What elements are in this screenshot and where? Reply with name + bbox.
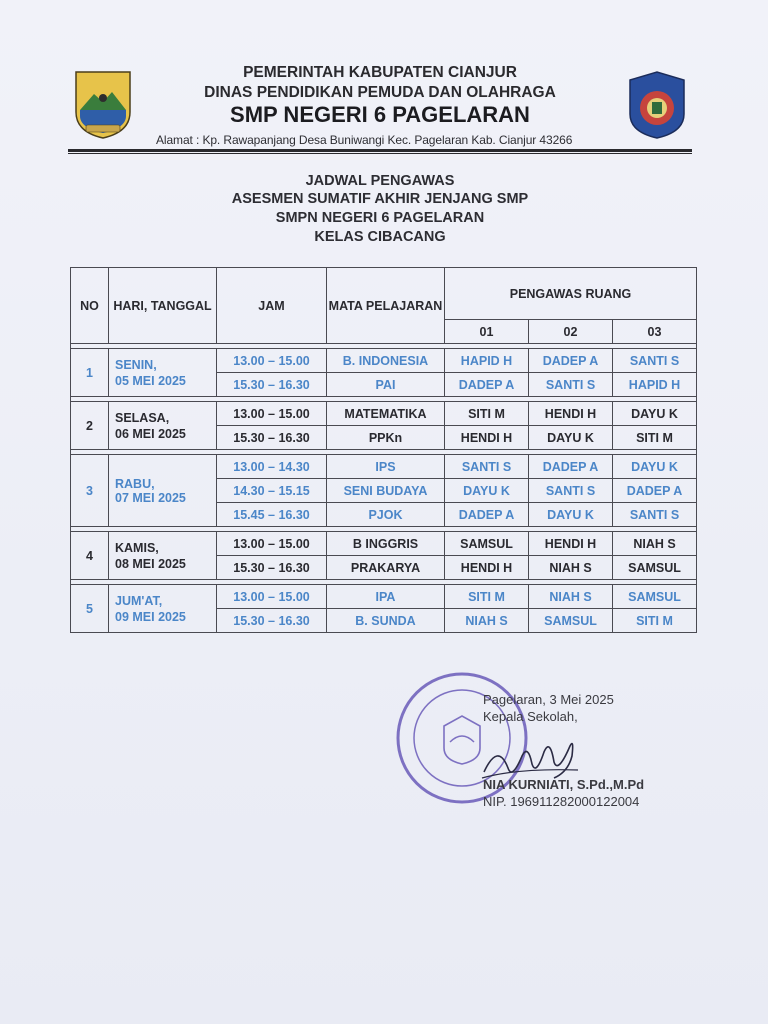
row-no: 1 [71, 349, 109, 397]
row-jam: 15.30 – 16.30 [217, 373, 327, 397]
row-mapel: PRAKARYA [327, 556, 445, 580]
row-day: JUM'AT, [115, 593, 163, 608]
row-date: 08 MEI 2025 [115, 556, 186, 571]
row-pengawas-2: DADEP A [529, 455, 613, 479]
row-mapel: IPS [327, 455, 445, 479]
col-header-mapel: MATA PELAJARAN [327, 268, 445, 344]
row-pengawas-3: DADEP A [613, 479, 697, 503]
row-day-date [109, 349, 217, 397]
row-day-date [109, 455, 217, 527]
row-pengawas-2: NIAH S [529, 556, 613, 580]
kabupaten-cianjur-logo [74, 70, 132, 140]
row-mapel: PAI [327, 373, 445, 397]
row-pengawas-1: HENDI H [445, 556, 529, 580]
row-mapel: SENI BUDAYA [327, 479, 445, 503]
row-pengawas-3: DAYU K [613, 402, 697, 426]
row-jam: 13.00 – 15.00 [217, 532, 327, 556]
row-mapel: MATEMATIKA [327, 402, 445, 426]
row-pengawas-1: NIAH S [445, 609, 529, 633]
row-no: 4 [71, 532, 109, 580]
row-day-date [109, 402, 217, 450]
row-pengawas-1: DADEP A [445, 503, 529, 527]
doc-title-3: SMPN NEGERI 6 PAGELARAN [275, 210, 485, 226]
row-day: SENIN, [115, 357, 157, 372]
sign-nip: NIP. 196911282000122004 [483, 794, 640, 809]
row-pengawas-1: DADEP A [445, 373, 529, 397]
row-no: 5 [71, 585, 109, 633]
row-pengawas-1: DAYU K [445, 479, 529, 503]
doc-title-2: ASESMEN SUMATIF AKHIR JENJANG SMP [231, 191, 529, 207]
row-jam: 13.00 – 15.00 [217, 585, 327, 609]
table-row [71, 455, 697, 479]
row-pengawas-2: SANTI S [529, 373, 613, 397]
row-pengawas-2: DAYU K [529, 426, 613, 450]
row-mapel: B. INDONESIA [327, 349, 445, 373]
school-name: SMP NEGERI 6 PAGELARAN [230, 102, 530, 127]
col-header-hari: HARI, TANGGAL [109, 268, 217, 344]
row-pengawas-1: SITI M [445, 585, 529, 609]
col-header-no: NO [71, 268, 109, 344]
row-pengawas-3: NIAH S [613, 532, 697, 556]
row-jam: 13.00 – 14.30 [217, 455, 327, 479]
row-day: KAMIS, [115, 540, 159, 555]
col-header-room-02: 02 [529, 320, 613, 344]
row-pengawas-3: SITI M [613, 426, 697, 450]
row-pengawas-1: HAPID H [445, 349, 529, 373]
row-pengawas-1: HENDI H [445, 426, 529, 450]
row-date: 06 MEI 2025 [115, 426, 186, 441]
row-jam: 14.30 – 15.15 [217, 479, 327, 503]
col-header-pengawas: PENGAWAS RUANG [445, 268, 697, 320]
row-date: 09 MEI 2025 [115, 609, 186, 624]
row-pengawas-2: DAYU K [529, 503, 613, 527]
row-pengawas-1: SITI M [445, 402, 529, 426]
table-row [71, 349, 697, 373]
row-no: 3 [71, 455, 109, 527]
col-header-jam: JAM [217, 268, 327, 344]
row-date: 07 MEI 2025 [115, 490, 186, 505]
table-row [71, 585, 697, 609]
row-mapel: IPA [327, 585, 445, 609]
row-jam: 15.45 – 16.30 [217, 503, 327, 527]
row-pengawas-1: SANTI S [445, 455, 529, 479]
row-mapel: B. SUNDA [327, 609, 445, 633]
row-mapel: B INGGRIS [327, 532, 445, 556]
row-pengawas-3: SITI M [613, 609, 697, 633]
row-pengawas-2: DADEP A [529, 349, 613, 373]
row-pengawas-2: SAMSUL [529, 609, 613, 633]
header-line-1: PEMERINTAH KABUPATEN CIANJUR [243, 64, 517, 81]
row-date: 05 MEI 2025 [115, 373, 186, 388]
row-mapel: PJOK [327, 503, 445, 527]
row-day: SELASA, [115, 410, 170, 425]
sign-role: Kepala Sekolah, [483, 709, 578, 724]
doc-title-4: KELAS CIBACANG [314, 229, 446, 245]
row-pengawas-3: SANTI S [613, 503, 697, 527]
row-jam: 13.00 – 15.00 [217, 402, 327, 426]
row-jam: 15.30 – 16.30 [217, 609, 327, 633]
row-day: RABU, [115, 476, 155, 491]
row-pengawas-3: DAYU K [613, 455, 697, 479]
row-pengawas-1: SAMSUL [445, 532, 529, 556]
row-pengawas-2: NIAH S [529, 585, 613, 609]
row-jam: 15.30 – 16.30 [217, 556, 327, 580]
doc-title-1: JADWAL PENGAWAS [305, 173, 455, 189]
smp-negeri-logo [626, 70, 688, 140]
row-pengawas-3: HAPID H [613, 373, 697, 397]
row-pengawas-2: SANTI S [529, 479, 613, 503]
row-pengawas-3: SANTI S [613, 349, 697, 373]
sign-place-date: Pagelaran, 3 Mei 2025 [483, 692, 614, 707]
row-day-date [109, 532, 217, 580]
row-pengawas-2: HENDI H [529, 532, 613, 556]
school-address: Alamat : Kp. Rawapanjang Desa Buniwangi Kec. Pagelaran Kab. Cianjur 43266 [156, 133, 573, 147]
row-pengawas-2: HENDI H [529, 402, 613, 426]
row-pengawas-3: SAMSUL [613, 556, 697, 580]
header-divider-thin [68, 153, 692, 154]
row-no: 2 [71, 402, 109, 450]
row-pengawas-3: SAMSUL [613, 585, 697, 609]
row-day-date [109, 585, 217, 633]
schedule-table [70, 267, 697, 633]
sign-name: NIA KURNIATI, S.Pd.,M.Pd [483, 777, 645, 792]
row-mapel: PPKn [327, 426, 445, 450]
col-header-room-03: 03 [613, 320, 697, 344]
col-header-room-01: 01 [445, 320, 529, 344]
table-row [71, 532, 697, 556]
header-line-2: DINAS PENDIDIKAN PEMUDA DAN OLAHRAGA [204, 84, 556, 101]
header-divider [68, 149, 692, 152]
table-row [71, 402, 697, 426]
row-jam: 13.00 – 15.00 [217, 349, 327, 373]
row-jam: 15.30 – 16.30 [217, 426, 327, 450]
